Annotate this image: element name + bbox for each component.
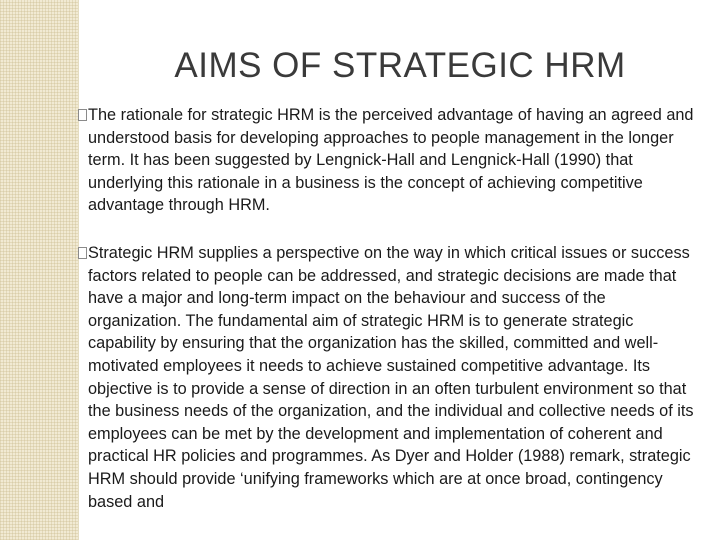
bullet-text: The rationale for strategic HRM is the perceived advantage of having an agreed and understood basis for developing approaches to people management in the longer term. It has been suggested by Lengnick-Hall and Lengnick-Hall (1990) that underlying this rationale in a business is the concept of achieving competitive advantage through HRM. bbox=[88, 106, 694, 215]
bullet-list bbox=[82, 104, 700, 538]
bullet-item-rationale bbox=[82, 104, 700, 217]
slide-title: AIMS OF STRATEGIC HRM bbox=[174, 46, 626, 85]
decorative-side-band bbox=[0, 0, 78, 540]
missing-glyph-bullet-icon bbox=[78, 247, 87, 259]
side-band-divider bbox=[78, 0, 79, 540]
bullet-item-perspective bbox=[82, 242, 700, 513]
missing-glyph-bullet-icon bbox=[78, 109, 87, 121]
bullet-text: Strategic HRM supplies a perspective on the way in which critical issues or success factors related to people can be addressed, and strategic decisions are made that have a major and long-term impact on the behaviour and success of the organization. The fundamental aim of strategic HRM is to generate strategic capability by ensuring that the organization has the skilled, committed and well-motivated employees it needs to achieve sustained competitive advantage. Its objective is to provide a sense of direction in an often turbulent environment so that the business needs of the organization, and the individual and collective needs of its employees can be met by the development and implementation of coherent and practical HR policies and programmes. As Dyer and Holder (1988) remark, strategic HRM should provide ‘unifying frameworks which are at once broad, contingency based and bbox=[88, 243, 694, 511]
